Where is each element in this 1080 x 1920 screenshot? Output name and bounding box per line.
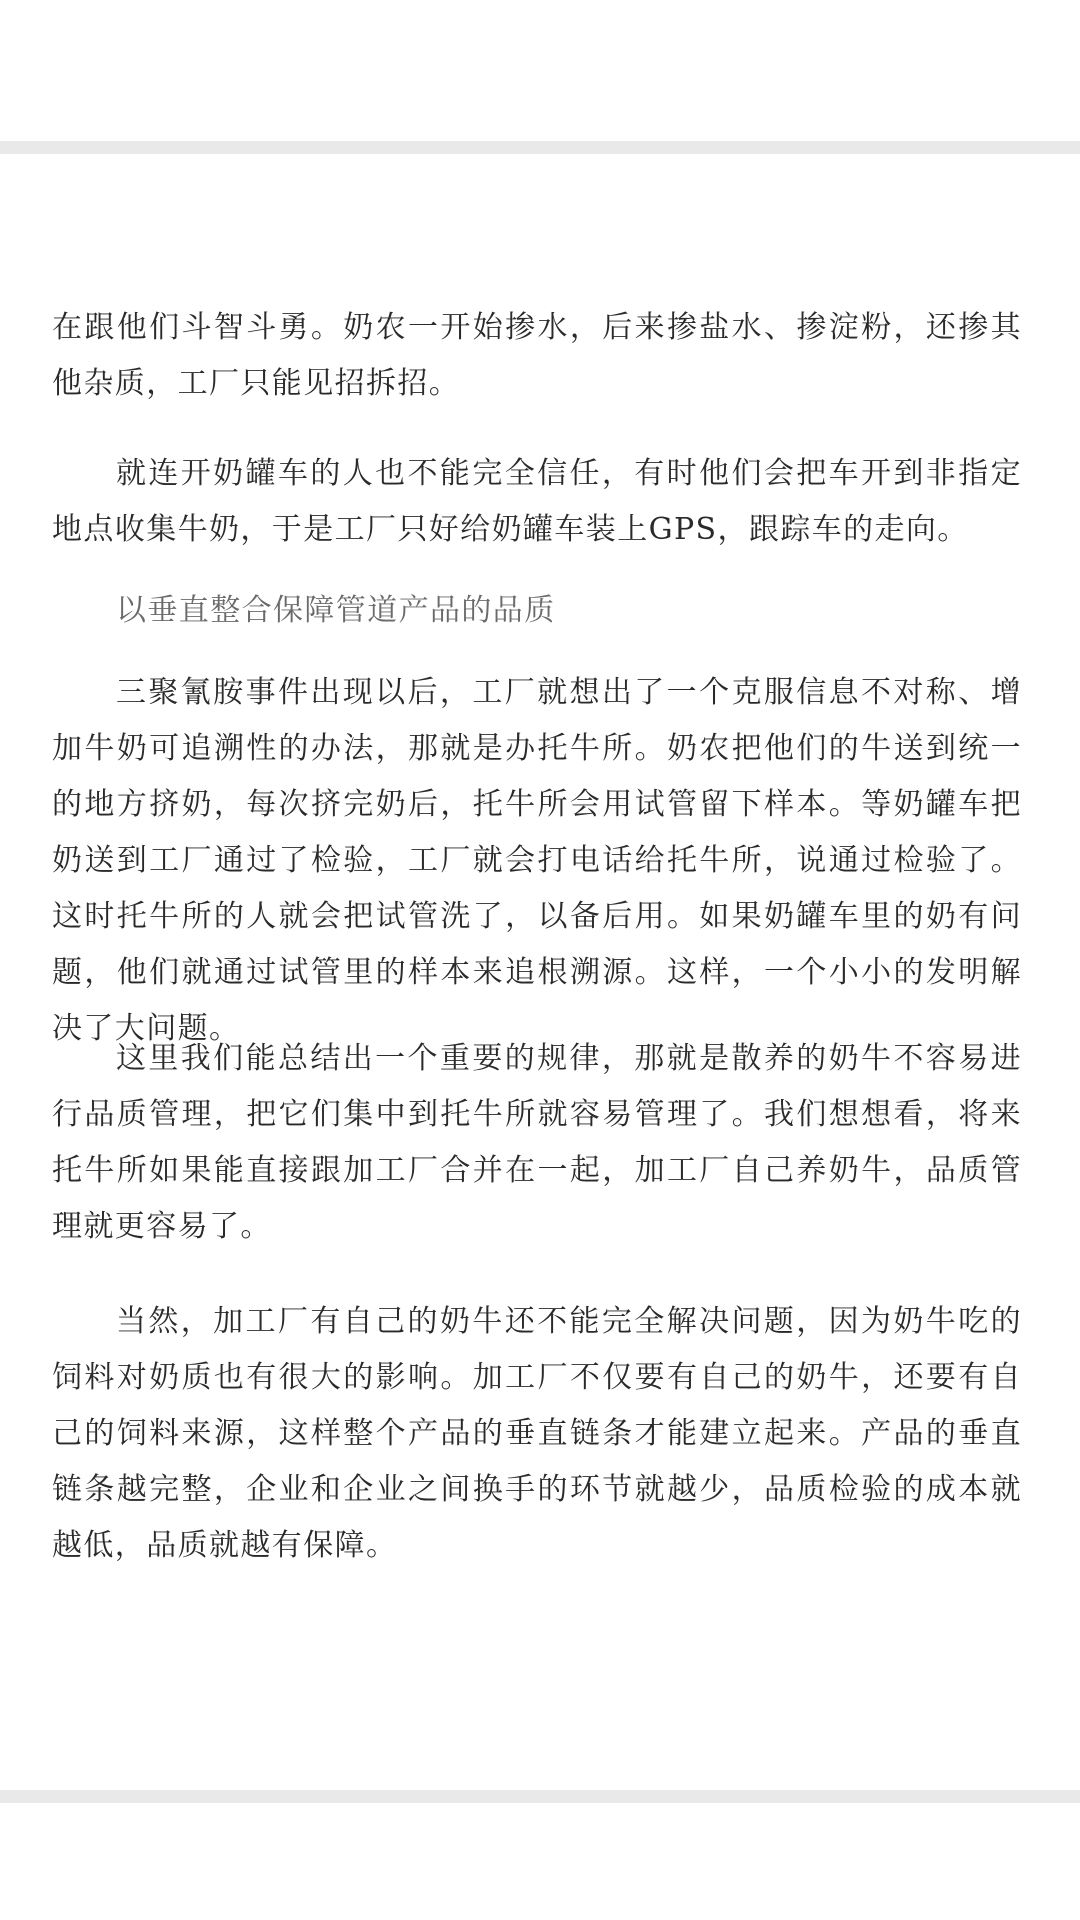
paragraph-2: 就连开奶罐车的人也不能完全信任，有时他们会把车开到非指定地点收集牛奶，于是工厂只好给奶罐车装上GPS，跟踪车的走向。 [52,456,1022,547]
section-heading: 以垂直整合保障管道产品的品质 [116,593,556,628]
bottom-divider [0,1790,1080,1803]
paragraph-4: 这里我们能总结出一个重要的规律，那就是散养的奶牛不容易进行品质管理，把它们集中到托牛所就容易管理了。我们想想看，将来托牛所如果能直接跟加工厂合并在一起，加工厂自己养奶牛，品质管理就更容易了。 [52,1041,1022,1244]
paragraph-1: 在跟他们斗智斗勇。奶农一开始掺水，后来掺盐水、掺淀粉，还掺其他杂质，工厂只能见招拆招。 [52,310,1022,401]
paragraph-3: 三聚氰胺事件出现以后，工厂就想出了一个克服信息不对称、增加牛奶可追溯性的办法，那就是办托牛所。奶农把他们的牛送到统一的地方挤奶，每次挤完奶后，托牛所会用试管留下样本。等奶罐车把奶送到工厂通过了检验，工厂就会打电话给托牛所，说通过检验了。这时托牛所的人就会把试管洗了，以备后用。如果奶罐车里的奶有问题，他们就通过试管里的样本来追根溯源。这样，一个小小的发明解决了大问题。 [52,675,1022,1046]
top-divider [0,141,1080,154]
paragraph-5: 当然，加工厂有自己的奶牛还不能完全解决问题，因为奶牛吃的饲料对奶质也有很大的影响。加工厂不仅要有自己的奶牛，还要有自己的饲料来源，这样整个产品的垂直链条才能建立起来。产品的垂直链条越完整，企业和企业之间换手的环节就越少，品质检验的成本就越低，品质就越有保障。 [52,1304,1022,1563]
